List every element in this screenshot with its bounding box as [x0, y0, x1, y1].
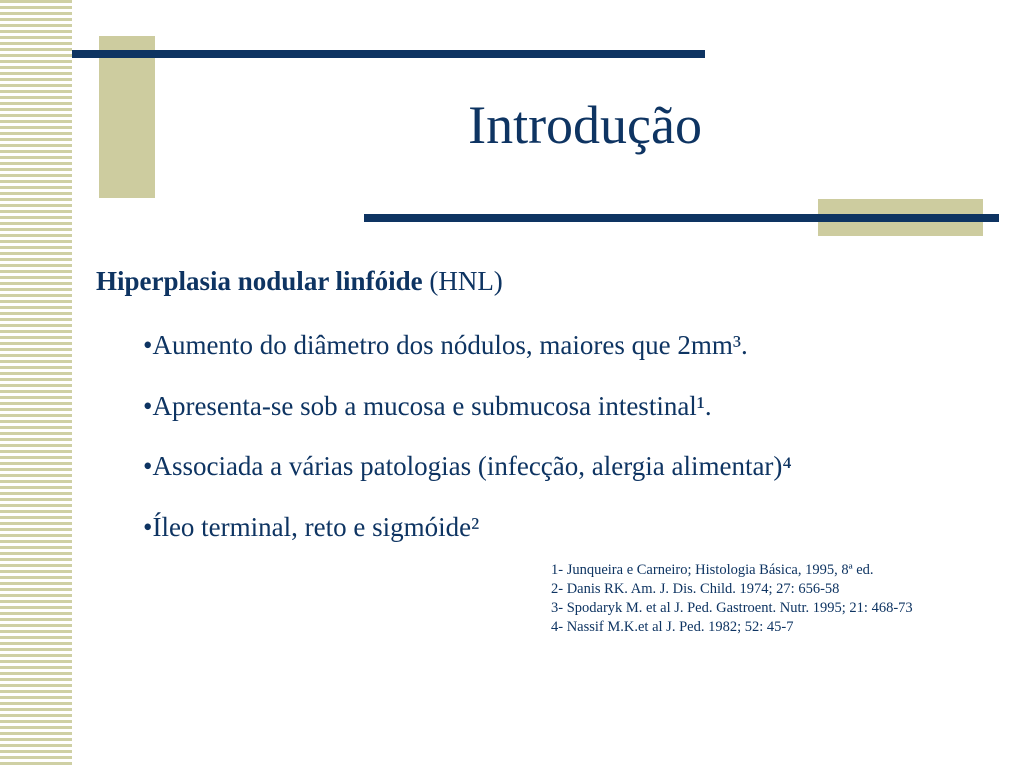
reference-item: 4- Nassif M.K.et al J. Ped. 1982; 52: 45-7	[551, 619, 794, 635]
bullet-item: •Associada a várias patologias (infecção, alergia alimentar)⁴	[143, 451, 792, 481]
decorative-line-top	[72, 50, 705, 58]
reference-item: 2- Danis RK. Am. J. Dis. Child. 1974; 27: 656-58	[551, 581, 840, 597]
bullet-list	[143, 328, 792, 570]
slide-subtitle	[96, 266, 503, 297]
decorative-stripes	[0, 0, 72, 768]
decorative-line-bottom	[364, 214, 999, 222]
bullet-item: •Íleo terminal, reto e sigmóide²	[143, 511, 480, 542]
slide-title: Introdução	[468, 95, 702, 155]
subtitle-bold-text: Hiperplasia nodular linfóide	[96, 266, 423, 296]
decorative-block-left	[99, 36, 155, 198]
bullet-item: •Aumento do diâmetro dos nódulos, maiores que 2mm³.	[143, 330, 748, 360]
subtitle-normal-text: (HNL)	[422, 266, 503, 296]
bullet-item: •Apresenta-se sob a mucosa e submucosa intestinal¹.	[143, 390, 712, 421]
reference-item: 1- Junqueira e Carneiro; Histologia Básica, 1995, 8ª ed.	[551, 562, 874, 578]
references-block	[551, 561, 913, 637]
reference-item: 3- Spodaryk M. et al J. Ped. Gastroent. Nutr. 1995; 21: 468-73	[551, 600, 913, 616]
